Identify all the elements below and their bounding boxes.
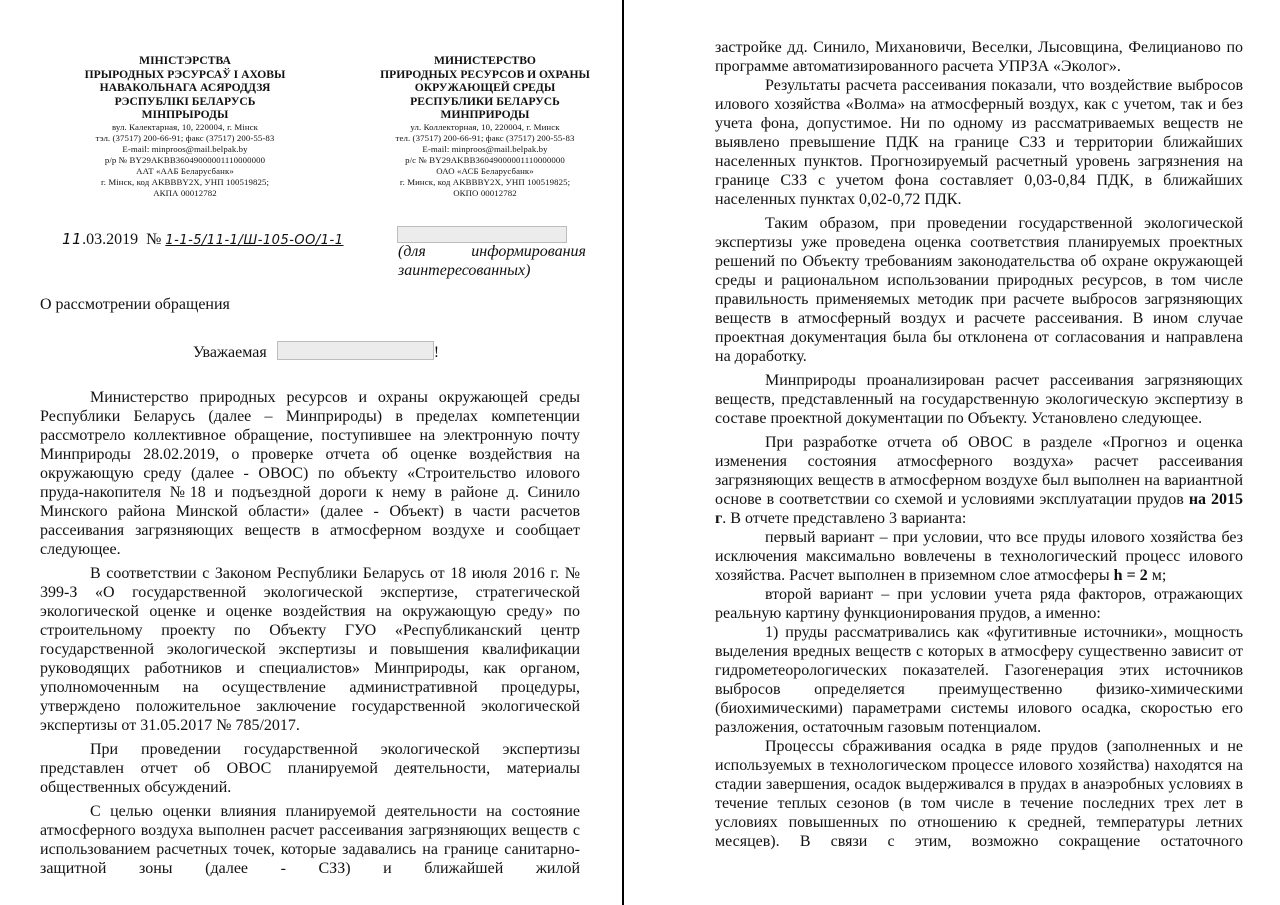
date-day-handwritten: 11 [62,230,83,248]
body-paragraph: Процессы сбраживания осадка в ряде прудов (заполненных и не используемых в технологическом процессе илового хозяйства) находятся на стадии завершения, осадок выдерживался в прудах в анаэробных условиях в течение теплых сезонов (в том числе в течение последних трех лет в условиях повышенных по отношению к средней, температуры летних месяцев). В связи с этим, возможно сокращение остаточного [715,738,1243,850]
document-page-right [627,0,1280,905]
letterhead-by-line: НАВАКОЛЬНАГА АСЯРОДДЗЯ [99,81,271,94]
greeting [193,341,439,362]
body-paragraph: Таким образом, при проведении государственной экологической экспертизы уже проведена оценка соответствия планируемых проектных решений по Объекту требованиям законодательства об охране окружающей среды и рациональном использовании природных ресурсов, в том числе правильность применяемых методик при расчете выбросов загрязняющих веществ в атмосферный воздух и расчете рассеивания. В ином случае проектная документация была бы отклонена от согласования и направлена на доработку. [715,215,1243,365]
paragraph-text: При разработке отчета об ОВОС в разделе «Прогноз и оценка изменения состояния атмосферного воздуха» расчет рассеивания загрязняющих веществ в атмосферном воздухе был выполнен на вариантной основе в соответствии со схемой и условиями эксплуатации прудов [715,434,1243,508]
redacted-addressee [397,226,567,243]
letterhead-ru-detail: р/с № BY29AKBB36049000001110000000 [405,154,565,165]
letterhead-by-detail: р/р № BY29AKBB36049000001110000000 [104,154,266,165]
letterhead-by-line: РЭСПУБЛІКІ БЕЛАРУСЬ [114,94,256,108]
greeting-word: Уважаемая [193,344,267,361]
body-paragraph: С целью оценки влияния планируемой деятельности на состояние атмосферного воздуха выполнен расчет рассеивания загрязняющих веществ с использованием расчетных точек, которые задавались на границе санитарно-защитной зоны (далее - СЗЗ) и ближайшей жилой [40,803,580,877]
letterhead-ru-line: ПРИРОДНЫХ РЕСУРСОВ И ОХРАНЫ [380,67,590,81]
paragraph-text: м; [1147,567,1167,584]
body-paragraph: Министерство природных ресурсов и охраны окружающей среды Республики Беларусь (далее – Минприроды) в пределах компетенции рассмотрело коллективное обращение, поступившее на электронную почту Минприроды 28.02.2019, о проверке отчета об оценке воздействия на окружающую среду (далее - ОВОС) по объекту «Строительство илового пруда-накопителя №18 и подъездной дороги к нему в районе д. Синило Минского района Минской области» (далее - Объект) в части расчетов рассеивания загрязняющих веществ в атмосферном воздухе и сообщает следующее. [40,389,580,558]
paragraph-bold-year: на 2015 г [715,491,1243,527]
body-paragraph: В соответствии с Законом Республики Беларусь от 18 июля 2016 г. № 399-З «О государственной экологической экспертизе, стратегической экологической оценке и оценке воздействия на окружающую среду» по строительному проекту по Объекту ГУО «Республиканский центр государственной экологической экспертизы и повышения квалификации руководящих работников и специалистов» Минприроды, как органом, уполномоченным на осуществление административной процедуры, утверждено положительное заключение государственной экологической экспертизы от 31.05.2017 № 785/2017. [40,565,580,734]
letterhead-by-detail: г. Мінск, код AKBBBY2X, УНП 100519825; [101,176,269,187]
letterhead-ru-detail: ул. Коллекторная, 10, 220004, г. Минск [410,121,560,132]
letterhead-by-detail: вул. Калектарная, 10, 220004, г. Мінск [111,121,259,132]
letter-body-right [715,38,1243,851]
redacted-name [277,341,434,360]
letterhead-ru-line: ОКРУЖАЮЩЕЙ СРЕДЫ [414,81,556,94]
paragraph-bold-height: h = 2 [1113,567,1148,584]
addressee-note [398,242,586,280]
letterhead-by-detail: АКПА 00012782 [153,187,217,198]
body-paragraph: второй вариант – при условии учета ряда факторов, отражающих реальную картину функционирования прудов, а именно: [715,586,1243,622]
paragraph-text: . В отчете представлено 3 варианта: [722,510,967,527]
letterhead-by-detail: тэл. (37517) 200-66-91; факс (37517) 200-55-83 [95,132,275,143]
letterhead-belarusian [40,54,330,199]
letterhead-by-line: МІНІСТЭРСТВА [139,54,231,67]
letter-subject: О рассмотрении обращения [40,296,230,313]
body-paragraph [715,433,1243,528]
addressee-line: информирования [471,243,586,260]
letterhead-ru-detail: ОАО «АСБ Беларусбанк» [436,165,534,176]
letterhead-by-line: ПРЫРОДНЫХ РЭСУРСАЎ І АХОВЫ [84,67,286,81]
number-sign: № [146,231,162,248]
addressee-line: заинтересованных) [398,262,531,279]
letterhead-by-line: МІНПРЫРОДЫ [141,108,229,121]
paragraph-text: первый вариант – при условии, что все пруды илового хозяйства без исключения максимально вовлечены в технологический процесс илового хозяйства. Расчет выполнен в приземном слое атмосферы [715,529,1243,584]
letterhead-ru-detail: г. Минск, код AKBBBY2X, УНП 100519825; [399,176,571,187]
letterhead-by-detail: ААТ «ААБ Беларусбанк» [136,165,234,176]
body-paragraph: 1) пруды рассматривались как «фугитивные источники», мощность выделения вредных веществ с которых в атмосферу существенно зависит от гидрометеорологических показателей. Газогенерация этих источников выбросов определяется преимущественно физико-химическими (биохимическими) параметрами системы илового осадка, скоростью его разложения, остаточным газовым потенциалом. [715,624,1243,736]
letterhead-ru-detail: E-mail: minproos@mail.belpak.by [422,143,548,154]
body-paragraph [715,528,1243,585]
document-page-left [0,0,620,905]
date-month-year: .03.2019 [82,231,139,248]
body-paragraph: При проведении государственной экологической экспертизы представлен отчет об ОВОС планируемой деятельности, материалы общественных обсуждений. [40,741,580,796]
letterhead-by-detail: E-mail: minproos@mail.belpak.by [122,143,248,154]
body-paragraph: Минприроды проанализирован расчет рассеивания загрязняющих веществ, представленный на государственную экологическую экспертизу в составе проектной документации по Объекту. Установлено следующее. [715,372,1243,427]
letterhead-russian [340,54,620,199]
body-paragraph: Результаты расчета рассеивания показали, что воздействие выбросов илового хозяйства «Волма» на атмосферный воздух, как с учетом, так и без учета фона, допустимое. Ни по одному из рассматриваемых веществ не выявлено превышение ПДК на границе СЗЗ и территории ближайших населенных пунктов. Прогнозируемый расчетный уровень загрязнения на границе СЗЗ с учетом фона составляет 0,03-0,84 ПДК, в ближайших населенных пунктах 0,02-0,72 ПДК. [715,77,1243,208]
greeting-exclamation: ! [433,344,440,361]
date-and-number [62,230,344,249]
body-paragraph: застройке дд. Синило, Михановичи, Веселки, Лысовщина, Фелицианово по программе автоматизированного расчета УПРЗА «Эколог». [715,39,1243,75]
letterhead-ru-line: МИНИСТЕРСТВО [434,54,536,67]
letterhead-ru-detail: ОКПО 00012782 [453,187,517,198]
letterhead-ru-line: МИНПРИРОДЫ [440,108,530,121]
letterhead-ru-line: РЕСПУБЛИКИ БЕЛАРУСЬ [410,94,560,108]
page-divider [622,0,624,905]
addressee-line: (для [398,243,426,260]
letterhead-ru-detail: тел. (37517) 200-66-91; факс (37517) 200-55-83 [395,132,575,143]
registration-number-handwritten: 1-1-5/11-1/Ш-105-ОО/1-1 [165,233,344,248]
letter-body-left [40,388,580,878]
